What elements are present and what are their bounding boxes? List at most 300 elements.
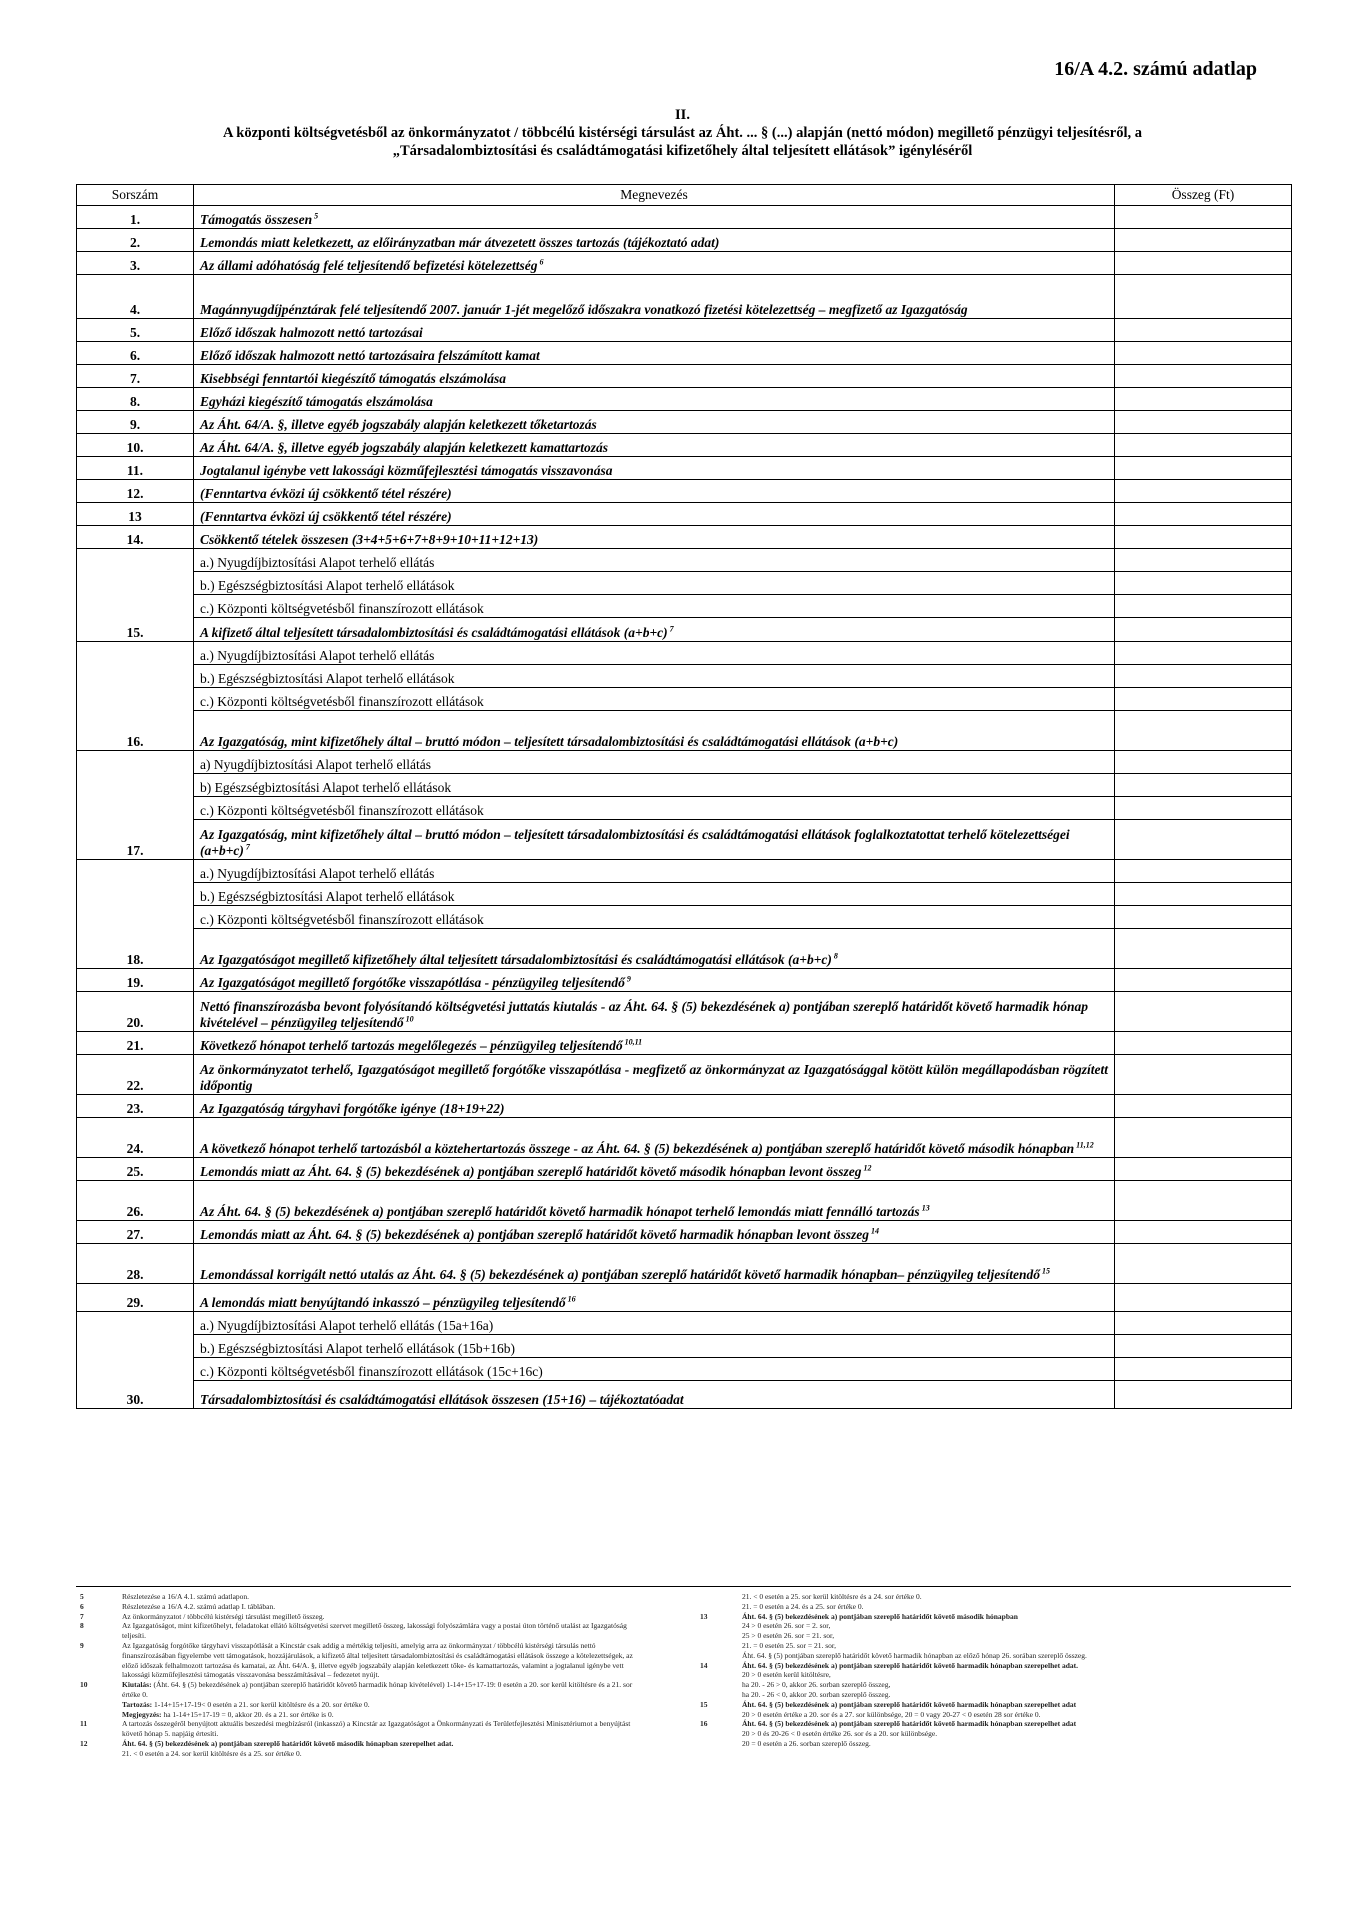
row-label: c.) Központi költségvetésből finanszírozott ellátások bbox=[200, 601, 484, 616]
row-number: 16. bbox=[77, 711, 194, 751]
footnote bbox=[700, 1651, 1260, 1661]
footnote-body: 20 > 0 esetén értéke a 20. sor és a 27. sor különbsége, 20 = 0 vagy 20-27 < 0 esetén 28 sor értéke 0. bbox=[742, 1709, 1041, 1719]
footnote bbox=[700, 1729, 1260, 1739]
row-name bbox=[194, 434, 1115, 457]
amount-cell[interactable] bbox=[1115, 1095, 1292, 1118]
amount-cell[interactable] bbox=[1115, 906, 1292, 929]
table-row bbox=[77, 229, 1292, 252]
amount-cell[interactable] bbox=[1115, 992, 1292, 1032]
row-label: a) Nyugdíjbiztosítási Alapot terhelő ellátás bbox=[200, 757, 431, 772]
footnote-text bbox=[742, 1661, 1260, 1671]
amount-cell[interactable] bbox=[1115, 774, 1292, 797]
row-label: Jogtalanul igénybe vett lakossági közműfejlesztési támogatás visszavonása bbox=[200, 463, 613, 478]
footnote-number: 15 bbox=[700, 1699, 708, 1709]
footnotes-right bbox=[700, 1592, 1260, 1749]
row-name bbox=[194, 319, 1115, 342]
footnote-number bbox=[700, 1739, 742, 1749]
row-number bbox=[77, 688, 194, 711]
amount-cell[interactable] bbox=[1115, 1055, 1292, 1095]
footnote-number: 11 bbox=[80, 1719, 88, 1729]
footnote-body: Áht. 64. § (5) bekezdésének a) pontjában szereplő határidőt követő harmadik hónapban szerepelhet adat bbox=[742, 1719, 1077, 1729]
footnote-text bbox=[742, 1719, 1260, 1729]
table-row-sub bbox=[77, 797, 1292, 820]
table-row-sub bbox=[77, 1335, 1292, 1358]
footnote-number: 10 bbox=[80, 1680, 88, 1690]
footnote-ref: 7 bbox=[667, 624, 674, 634]
footnote-text bbox=[742, 1621, 1260, 1631]
row-name bbox=[194, 774, 1115, 797]
table-row bbox=[77, 969, 1292, 992]
row-number: 12. bbox=[77, 480, 194, 503]
footnote-body: 24 > 0 esetén 26. sor = 2. sor, bbox=[742, 1621, 831, 1631]
footnote-ref: 8 bbox=[831, 951, 838, 961]
row-number bbox=[77, 906, 194, 929]
amount-cell[interactable] bbox=[1115, 595, 1292, 618]
footnote-text bbox=[122, 1621, 640, 1641]
row-name bbox=[194, 1358, 1115, 1381]
row-number: 21. bbox=[77, 1032, 194, 1055]
footnote-number: 6 bbox=[80, 1601, 84, 1611]
amount-cell[interactable] bbox=[1115, 751, 1292, 774]
row-name bbox=[194, 1244, 1115, 1284]
footnote bbox=[700, 1621, 1260, 1631]
amount-cell[interactable] bbox=[1115, 411, 1292, 434]
row-number: 4. bbox=[77, 275, 194, 319]
footnote-number bbox=[700, 1621, 742, 1631]
footnote-body: 20 > 0 és 20-26 < 0 esetén értéke 26. sor és a 20. sor különbsége. bbox=[742, 1729, 938, 1739]
table-row-total bbox=[77, 618, 1292, 642]
footnote bbox=[80, 1641, 640, 1680]
row-name bbox=[194, 1221, 1115, 1244]
footnote-label: Megjegyzés: bbox=[122, 1709, 164, 1719]
footnote-body: 21. < 0 esetén a 24. sor kerül kitöltésre és a 25. sor értéke 0. bbox=[122, 1748, 302, 1758]
row-name bbox=[194, 457, 1115, 480]
footnote-text bbox=[122, 1710, 640, 1720]
row-label: Magánnyugdíjpénztárak felé teljesítendő 2007. január 1-jét megelőző időszakra vonatkozó fizetési kötelezettség – megfizető az Igazgatóság bbox=[200, 302, 968, 317]
row-number: 20. bbox=[77, 992, 194, 1032]
row-name bbox=[194, 1381, 1115, 1409]
footnote-text bbox=[122, 1641, 640, 1680]
row-label: Következő hónapot terhelő tartozás megelőlegezés – pénzügyileg teljesítendő bbox=[200, 1038, 623, 1053]
row-name bbox=[194, 411, 1115, 434]
row-number bbox=[77, 751, 194, 774]
row-label: c.) Központi költségvetésből finanszírozott ellátások (15c+16c) bbox=[200, 1364, 543, 1379]
amount-cell[interactable] bbox=[1115, 342, 1292, 365]
footnote-body: Részletezése a 16/A 4.2. számú adatlap I. táblában. bbox=[122, 1601, 276, 1611]
table-row bbox=[77, 342, 1292, 365]
footnote-ref: 6 bbox=[537, 257, 544, 267]
table-row bbox=[77, 1158, 1292, 1181]
table-row bbox=[77, 275, 1292, 319]
row-number: 23. bbox=[77, 1095, 194, 1118]
row-label: Az Áht. 64/A. §, illetve egyéb jogszabály alapján keletkezett kamattartozás bbox=[200, 440, 608, 455]
amount-cell[interactable] bbox=[1115, 1244, 1292, 1284]
table-row bbox=[77, 1055, 1292, 1095]
footnote-text bbox=[122, 1612, 640, 1622]
row-number: 11. bbox=[77, 457, 194, 480]
footnote bbox=[80, 1710, 640, 1720]
footnote-number: 13 bbox=[700, 1611, 708, 1621]
table-row-total bbox=[77, 820, 1292, 860]
row-number: 5. bbox=[77, 319, 194, 342]
table-row-sub bbox=[77, 1358, 1292, 1381]
row-name bbox=[194, 572, 1115, 595]
footnote bbox=[80, 1621, 640, 1641]
table-row-sub bbox=[77, 688, 1292, 711]
footnote-ref: 7 bbox=[243, 842, 250, 852]
table-row bbox=[77, 365, 1292, 388]
row-name bbox=[194, 711, 1115, 751]
table-row-sub bbox=[77, 751, 1292, 774]
table-row bbox=[77, 992, 1292, 1032]
footnote-text bbox=[742, 1592, 1260, 1602]
row-name bbox=[194, 751, 1115, 774]
row-label: Az Áht. 64. § (5) bekezdésének a) pontjában szereplő határidőt követő harmadik hónapot terhelő lemondás miatt fennálló tartozás bbox=[200, 1204, 920, 1219]
amount-cell[interactable] bbox=[1115, 365, 1292, 388]
row-name bbox=[194, 969, 1115, 992]
amount-cell[interactable] bbox=[1115, 480, 1292, 503]
amount-cell[interactable] bbox=[1115, 1312, 1292, 1335]
amount-cell[interactable] bbox=[1115, 1158, 1292, 1181]
footnote bbox=[700, 1690, 1260, 1700]
amount-cell[interactable] bbox=[1115, 618, 1292, 642]
row-name bbox=[194, 929, 1115, 969]
amount-cell[interactable] bbox=[1115, 572, 1292, 595]
amount-cell[interactable] bbox=[1115, 1381, 1292, 1409]
row-name bbox=[194, 883, 1115, 906]
amount-cell[interactable] bbox=[1115, 252, 1292, 275]
row-name bbox=[194, 665, 1115, 688]
row-number bbox=[77, 665, 194, 688]
footnote-body: Áht. 64. § (5) bekezdésének a) pontjában szereplő határidőt követő harmadik hónapban szerepelhet adat bbox=[742, 1699, 1077, 1709]
footnote-body: Az önkormányzatot / többcélú kistérségi társulást megillető összeg. bbox=[122, 1611, 325, 1621]
row-number: 9. bbox=[77, 411, 194, 434]
row-name bbox=[194, 618, 1115, 642]
footnote-text bbox=[742, 1710, 1260, 1720]
table-row bbox=[77, 1118, 1292, 1158]
row-label: Az önkormányzatot terhelő, Igazgatóságot megillető forgótőke visszapótlása - megfizető az önkormányzat az Igazgatósággal kötött külön megállapodásban rögzített időpontig bbox=[200, 1062, 1108, 1093]
row-number: 14. bbox=[77, 526, 194, 549]
row-label: c.) Központi költségvetésből finanszírozott ellátások bbox=[200, 694, 484, 709]
amount-cell[interactable] bbox=[1115, 275, 1292, 319]
row-label: a.) Nyugdíjbiztosítási Alapot terhelő ellátás bbox=[200, 555, 435, 570]
row-name bbox=[194, 365, 1115, 388]
row-name bbox=[194, 820, 1115, 860]
row-label: Lemondással korrigált nettó utalás az Áht. 64. § (5) bekezdésének a) pontjában szereplő határidőt követő harmadik hónapban– pénzügyileg teljesítendő bbox=[200, 1267, 1041, 1282]
row-number bbox=[77, 1358, 194, 1381]
row-name bbox=[194, 1181, 1115, 1221]
footnote bbox=[80, 1700, 640, 1710]
table-row-sub bbox=[77, 665, 1292, 688]
footnote-body: Az Igazgatóság forgótőke tárgyhavi visszapótlását a Kincstár csak addig a mértékig teljesíti, amelyig arra az önkormányzat / többcélú kistérségi társulás nettó finanszírozásában figyelembe vett támogatások, hozzájárulások, a kifizető által teljesített társadalombiztosítási és családtámogatási ellátások összege a kötelezettségek, az előző időszak felhalmozott tartozása és kamatai, az Áht. 64/A. §, illetve egyéb jogszabály alapján keletkezett tőke- és kamattartozás, valamint a jogtalanul igénybe vett lakossági közműfejlesztési támogatás visszavonása besszámításával – fedezetet nyújt. bbox=[122, 1640, 633, 1680]
footnote-number bbox=[80, 1749, 122, 1759]
amount-cell[interactable] bbox=[1115, 1118, 1292, 1158]
row-number: 6. bbox=[77, 342, 194, 365]
amount-cell[interactable] bbox=[1115, 457, 1292, 480]
amount-cell[interactable] bbox=[1115, 642, 1292, 665]
footnote bbox=[700, 1680, 1260, 1690]
table-row bbox=[77, 503, 1292, 526]
footnote-body: ha 20. - 26 < 0, akkor 20. sorban szereplő összeg. bbox=[742, 1689, 891, 1699]
row-number: 19. bbox=[77, 969, 194, 992]
row-name bbox=[194, 797, 1115, 820]
footnote-ref: 13 bbox=[919, 1203, 930, 1213]
table-row-total bbox=[77, 929, 1292, 969]
row-name bbox=[194, 252, 1115, 275]
footnote-number bbox=[700, 1602, 742, 1612]
row-label: Kisebbségi fenntartói kiegészítő támogatás elszámolása bbox=[200, 371, 507, 386]
row-label: Lemondás miatt az Áht. 64. § (5) bekezdésének a) pontjában szereplő határidőt követő második hónapban levont összeg bbox=[200, 1164, 862, 1179]
row-label: Csökkentő tételek összesen (3+4+5+6+7+8+9+10+11+12+13) bbox=[200, 532, 539, 547]
footnote-number: 5 bbox=[80, 1592, 84, 1601]
amount-cell[interactable] bbox=[1115, 229, 1292, 252]
footnote-number: 9 bbox=[80, 1640, 84, 1650]
footnote-ref: 10,11 bbox=[622, 1037, 643, 1047]
amount-cell[interactable] bbox=[1115, 969, 1292, 992]
footnote-number bbox=[700, 1680, 742, 1690]
row-name bbox=[194, 1118, 1115, 1158]
row-label: Lemondás miatt keletkezett, az előirányzatban már átvezetett összes tartozás (tájékoztató adat) bbox=[200, 235, 720, 250]
row-name bbox=[194, 860, 1115, 883]
row-name bbox=[194, 1335, 1115, 1358]
footnote-ref: 5 bbox=[312, 211, 319, 221]
row-number bbox=[77, 883, 194, 906]
footnote-body: 21. < 0 esetén a 25. sor kerül kitöltésre és a 24. sor értéke 0. bbox=[742, 1592, 922, 1601]
amount-cell[interactable] bbox=[1115, 1221, 1292, 1244]
footnote-text bbox=[742, 1602, 1260, 1612]
footnote-text bbox=[122, 1739, 640, 1749]
footnote bbox=[80, 1602, 640, 1612]
amount-cell[interactable] bbox=[1115, 1032, 1292, 1055]
table-row bbox=[77, 1095, 1292, 1118]
footnote-body: ha 1-14+15+17-19 = 0, akkor 20. és a 21. sor értéke is 0. bbox=[163, 1709, 334, 1719]
footnote-body: Áht. 64. § (5) bekezdésének a) pontjában szereplő határidőt követő harmadik hónapban szerepelhet adat. bbox=[742, 1660, 1078, 1670]
row-label: Az Igazgatóságot megillető kifizetőhely által teljesített társadalombiztosítási és családtámogatási ellátások (a+b+c) bbox=[200, 952, 832, 967]
row-name bbox=[194, 1095, 1115, 1118]
row-number: 17. bbox=[77, 820, 194, 860]
table-row bbox=[77, 434, 1292, 457]
row-number bbox=[77, 860, 194, 883]
row-number bbox=[77, 797, 194, 820]
row-name bbox=[194, 1055, 1115, 1095]
table-row bbox=[77, 1284, 1292, 1312]
amount-cell[interactable] bbox=[1115, 206, 1292, 229]
amount-cell[interactable] bbox=[1115, 797, 1292, 820]
footnote-text bbox=[122, 1719, 640, 1739]
table-row-sub bbox=[77, 774, 1292, 797]
footnote-body: 1-14+15+17-19< 0 esetén a 21. sor kerül kitöltésre és a 20. sor értéke 0. bbox=[154, 1699, 370, 1709]
amount-cell[interactable] bbox=[1115, 1335, 1292, 1358]
amount-cell[interactable] bbox=[1115, 1358, 1292, 1381]
footnote-text bbox=[742, 1651, 1260, 1661]
row-number bbox=[77, 774, 194, 797]
col-header-name: Megnevezés bbox=[194, 185, 1115, 206]
footnote-number bbox=[700, 1641, 742, 1651]
row-label: Az Igazgatóság, mint kifizetőhely által – bruttó módon – teljesített társadalombiztosítási és családtámogatási ellátások foglalkoztatottat terhelő kötelezettségei (a+b+c) bbox=[200, 827, 1070, 858]
row-label: Nettó finanszírozásba bevont folyósítandó költségvetési juttatás kiutalás - az Áht. 64. § (5) bekezdésének a) pontjában szereplő határidőt követő harmadik hónap kivételével – pénzügyileg teljesítendő bbox=[200, 999, 1089, 1030]
row-name bbox=[194, 1312, 1115, 1335]
row-label: c.) Központi költségvetésből finanszírozott ellátások bbox=[200, 803, 484, 818]
amount-cell[interactable] bbox=[1115, 526, 1292, 549]
row-name bbox=[194, 480, 1115, 503]
row-name bbox=[194, 1032, 1115, 1055]
form-code: 16/A 4.2. számú adatlap bbox=[1054, 58, 1257, 80]
amount-cell[interactable] bbox=[1115, 883, 1292, 906]
footnote-ref: 9 bbox=[624, 974, 631, 984]
amount-cell[interactable] bbox=[1115, 665, 1292, 688]
row-label: A kifizető által teljesített társadalombiztosítási és családtámogatási ellátások (a+b+c) bbox=[200, 625, 668, 640]
row-label: Előző időszak halmozott nettó tartozásaira felszámított kamat bbox=[200, 348, 540, 363]
footnote-text bbox=[122, 1749, 640, 1759]
footnote-number: 16 bbox=[700, 1719, 708, 1729]
row-label: Az állami adóhatóság felé teljesítendő befizetési kötelezettség bbox=[200, 258, 538, 273]
footnote-ref: 14 bbox=[869, 1226, 880, 1236]
row-label: c.) Központi költségvetésből finanszírozott ellátások bbox=[200, 912, 484, 927]
data-table bbox=[76, 184, 1292, 1409]
row-number bbox=[77, 1312, 194, 1335]
footnote-body: Részletezése a 16/A 4.1. számú adatlapon. bbox=[122, 1592, 250, 1601]
footnote-body: 20 = 0 esetén a 26. sorban szereplő összeg. bbox=[742, 1738, 871, 1748]
footnote bbox=[80, 1739, 640, 1749]
row-name bbox=[194, 595, 1115, 618]
table-row-sub bbox=[77, 572, 1292, 595]
row-label: Egyházi kiegészítő támogatás elszámolása bbox=[200, 394, 433, 409]
footnote bbox=[700, 1602, 1260, 1612]
footnote bbox=[700, 1710, 1260, 1720]
footnote-text bbox=[742, 1739, 1260, 1749]
row-name bbox=[194, 992, 1115, 1032]
footnote bbox=[80, 1612, 640, 1622]
row-number: 8. bbox=[77, 388, 194, 411]
footnote bbox=[700, 1641, 1260, 1651]
row-label: (Fenntartva évközi új csökkentő tétel részére) bbox=[200, 486, 452, 501]
footnote-number bbox=[700, 1670, 742, 1680]
table-row-sub bbox=[77, 906, 1292, 929]
amount-cell[interactable] bbox=[1115, 1284, 1292, 1312]
row-number: 13 bbox=[77, 503, 194, 526]
table-row-sub bbox=[77, 860, 1292, 883]
footnote-body: Áht. 64. § (5) bekezdésének a) pontjában szereplő határidőt követő második hónapban bbox=[742, 1611, 1018, 1621]
row-label: Társadalombiztosítási és családtámogatási ellátások összesen (15+16) – tájékoztatóadat bbox=[200, 1392, 684, 1407]
table-row-sub bbox=[77, 595, 1292, 618]
row-name bbox=[194, 642, 1115, 665]
footnote-text bbox=[742, 1631, 1260, 1641]
footnote-ref: 16 bbox=[565, 1294, 576, 1304]
table-row bbox=[77, 1181, 1292, 1221]
table-row-sub bbox=[77, 642, 1292, 665]
amount-cell[interactable] bbox=[1115, 688, 1292, 711]
table-row bbox=[77, 1221, 1292, 1244]
row-name bbox=[194, 906, 1115, 929]
footnote-number: 14 bbox=[700, 1660, 708, 1670]
row-number bbox=[77, 549, 194, 572]
table-row bbox=[77, 480, 1292, 503]
col-header-amount: Összeg (Ft) bbox=[1115, 185, 1292, 206]
table-row bbox=[77, 1032, 1292, 1055]
amount-cell[interactable] bbox=[1115, 388, 1292, 411]
row-label: Az Igazgatóságot megillető forgótőke visszapótlása - pénzügyileg teljesítendő bbox=[200, 975, 625, 990]
amount-cell[interactable] bbox=[1115, 820, 1292, 860]
footnote-number bbox=[700, 1651, 742, 1661]
row-label: (Fenntartva évközi új csökkentő tétel részére) bbox=[200, 509, 452, 524]
row-number: 2. bbox=[77, 229, 194, 252]
footnote-number: 8 bbox=[80, 1621, 84, 1631]
row-label: A lemondás miatt benyújtandó inkasszó – pénzügyileg teljesítendő bbox=[200, 1295, 566, 1310]
footnote-text bbox=[742, 1641, 1260, 1651]
footnote-number bbox=[80, 1710, 122, 1720]
row-label: A következő hónapot terhelő tartozásból a köztehertartozás összege - az Áht. 64. § (5) bekezdésének a) pontjában szereplő határidőt követő második hónapban bbox=[200, 1141, 1075, 1156]
heading-line1: A központi költségvetésből az önkormányzatot / többcélú kistérségi társulást az Áht. ... § (...) alapján (nettó módon) megillető pénzügyi teljesítésről, a bbox=[222, 125, 1143, 141]
row-number: 24. bbox=[77, 1118, 194, 1158]
row-label: b.) Egészségbiztosítási Alapot terhelő ellátások bbox=[200, 578, 455, 593]
footnote-text bbox=[122, 1680, 640, 1700]
table-body bbox=[77, 206, 1292, 1409]
footnote bbox=[700, 1739, 1260, 1749]
footnote-number bbox=[80, 1700, 122, 1710]
amount-cell[interactable] bbox=[1115, 503, 1292, 526]
footnote bbox=[80, 1719, 640, 1739]
row-name bbox=[194, 275, 1115, 319]
table-row bbox=[77, 1244, 1292, 1284]
amount-cell[interactable] bbox=[1115, 929, 1292, 969]
row-label: Az Igazgatóság tárgyhavi forgótőke igénye (18+19+22) bbox=[200, 1101, 505, 1116]
page-heading bbox=[80, 106, 1285, 160]
footnote-ref: 15 bbox=[1040, 1266, 1051, 1276]
amount-cell[interactable] bbox=[1115, 319, 1292, 342]
row-name bbox=[194, 503, 1115, 526]
row-label: a.) Nyugdíjbiztosítási Alapot terhelő ellátás (15a+16a) bbox=[200, 1318, 494, 1333]
amount-cell[interactable] bbox=[1115, 1181, 1292, 1221]
row-label: Előző időszak halmozott nettó tartozásai bbox=[200, 325, 423, 340]
footnote-body: 20 > 0 esetén kerül kitöltésre, bbox=[742, 1670, 831, 1680]
row-name bbox=[194, 688, 1115, 711]
row-number: 27. bbox=[77, 1221, 194, 1244]
table-row bbox=[77, 252, 1292, 275]
heading-line2: „Társadalombiztosítási és családtámogatási kifizetőhely által teljesített ellátások” igényléséről bbox=[392, 143, 973, 159]
row-name bbox=[194, 342, 1115, 365]
row-number: 7. bbox=[77, 365, 194, 388]
col-header-no: Sorszám bbox=[77, 185, 194, 206]
footnote-number: 7 bbox=[80, 1611, 84, 1621]
amount-cell[interactable] bbox=[1115, 860, 1292, 883]
footnote-body: 25 > 0 esetén 26. sor = 21. sor, bbox=[742, 1631, 835, 1641]
footnote-number bbox=[700, 1690, 742, 1700]
footnote bbox=[80, 1749, 640, 1759]
footnote-number bbox=[700, 1592, 742, 1602]
row-number: 15. bbox=[77, 618, 194, 642]
table-row-total bbox=[77, 711, 1292, 751]
footnote-number bbox=[700, 1729, 742, 1739]
footnote-text bbox=[742, 1670, 1260, 1680]
footnote-text bbox=[742, 1680, 1260, 1690]
amount-cell[interactable] bbox=[1115, 434, 1292, 457]
row-label: a.) Nyugdíjbiztosítási Alapot terhelő ellátás bbox=[200, 866, 435, 881]
row-name bbox=[194, 549, 1115, 572]
amount-cell[interactable] bbox=[1115, 711, 1292, 751]
row-name bbox=[194, 1158, 1115, 1181]
footnote-ref: 10 bbox=[403, 1014, 414, 1024]
amount-cell[interactable] bbox=[1115, 549, 1292, 572]
footnote-text bbox=[742, 1729, 1260, 1739]
row-number bbox=[77, 595, 194, 618]
footnote-body: 21. = 0 esetén a 24. és a 25. sor értéke 0. bbox=[742, 1601, 864, 1611]
row-number: 26. bbox=[77, 1181, 194, 1221]
row-label: Az Igazgatóság, mint kifizetőhely által – bruttó módon – teljesített társadalombiztosítási és családtámogatási ellátások (a+b+c) bbox=[200, 734, 899, 749]
footnote-ref: 11,12 bbox=[1074, 1140, 1094, 1150]
table-row bbox=[77, 457, 1292, 480]
footnote-ref: 12 bbox=[861, 1163, 872, 1173]
table-row bbox=[77, 388, 1292, 411]
